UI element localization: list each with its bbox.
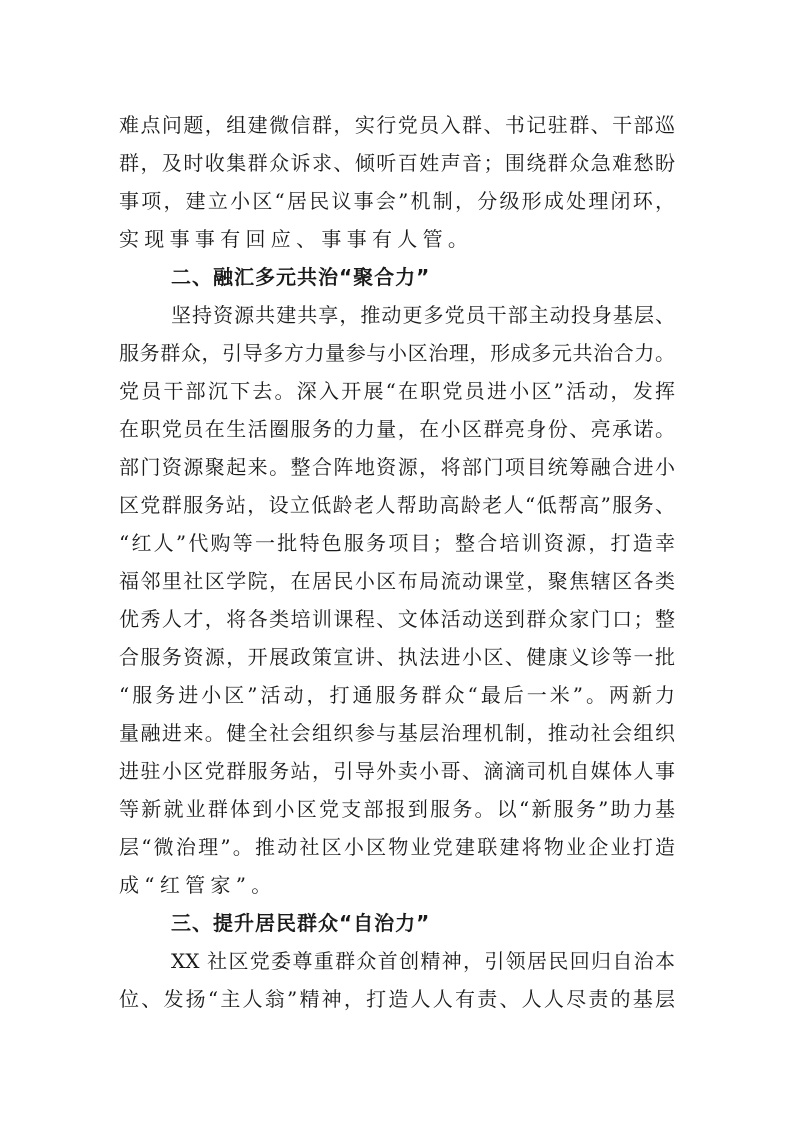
text-line: 层“微治理”。推动社区小区物业党建联建将物业企业打造	[119, 835, 675, 859]
paragraph-continued	[119, 106, 675, 258]
text-line: 等新就业群体到小区党支部报到服务。以“新服务”助力基	[119, 797, 675, 821]
text-line: “红人”代购等一批特色服务项目；整合培训资源，打造幸	[119, 531, 675, 555]
text-line: XX 社区党委尊重群众首创精神，引领居民回归自治本	[171, 949, 675, 973]
text-line: 进驻小区党群服务站，引导外卖小哥、滴滴司机自媒体人事	[119, 759, 675, 783]
text-line: 部门资源聚起来。整合阵地资源，将部门项目统筹融合进小	[119, 455, 675, 479]
text-line: 合服务资源，开展政策宣讲、执法进小区、健康义诊等一批	[119, 645, 675, 669]
text-line: 群，及时收集群众诉求、倾听百姓声音；围绕群众急难愁盼	[119, 151, 675, 175]
text-line: 在职党员在生活圈服务的力量，在小区群亮身份、亮承诺。	[119, 417, 675, 441]
text-line: 位、发扬“主人翁”精神，打造人人有责、人人尽责的基层	[119, 987, 675, 1011]
text-line: 量融进来。健全社会组织参与基层治理机制，推动社会组织	[119, 721, 675, 745]
document-body	[119, 106, 675, 1018]
section-2	[119, 258, 675, 904]
text-line: 难点问题，组建微信群，实行党员入群、书记驻群、干部巡	[119, 113, 675, 137]
text-line: 服务群众，引导多方力量参与小区治理，形成多元共治合力。	[119, 341, 675, 365]
text-line: 福邻里社区学院，在居民小区布局流动课堂，聚焦辖区各类	[119, 569, 675, 593]
section-heading: 三、提升居民群众“自治力”	[171, 911, 431, 935]
section-3	[119, 904, 675, 1018]
text-line: 事项，建立小区“居民议事会”机制，分级形成处理闭环，	[119, 189, 675, 213]
text-line: 实现事事有回应、事事有人管。	[119, 227, 474, 251]
text-line: 坚持资源共建共享，推动更多党员干部主动投身基层、	[171, 303, 675, 327]
text-line: 成“红管家”。	[119, 873, 277, 897]
text-line: 优秀人才，将各类培训课程、文体活动送到群众家门口；整	[119, 607, 675, 631]
text-line: “服务进小区”活动，打通服务群众“最后一米”。两新力	[119, 683, 675, 707]
section-heading: 二、融汇多元共治“聚合力”	[171, 265, 431, 289]
text-line: 区党群服务站，设立低龄老人帮助高龄老人“低帮高”服务、	[119, 493, 675, 517]
text-line: 党员干部沉下去。深入开展“在职党员进小区”活动，发挥	[119, 379, 675, 403]
